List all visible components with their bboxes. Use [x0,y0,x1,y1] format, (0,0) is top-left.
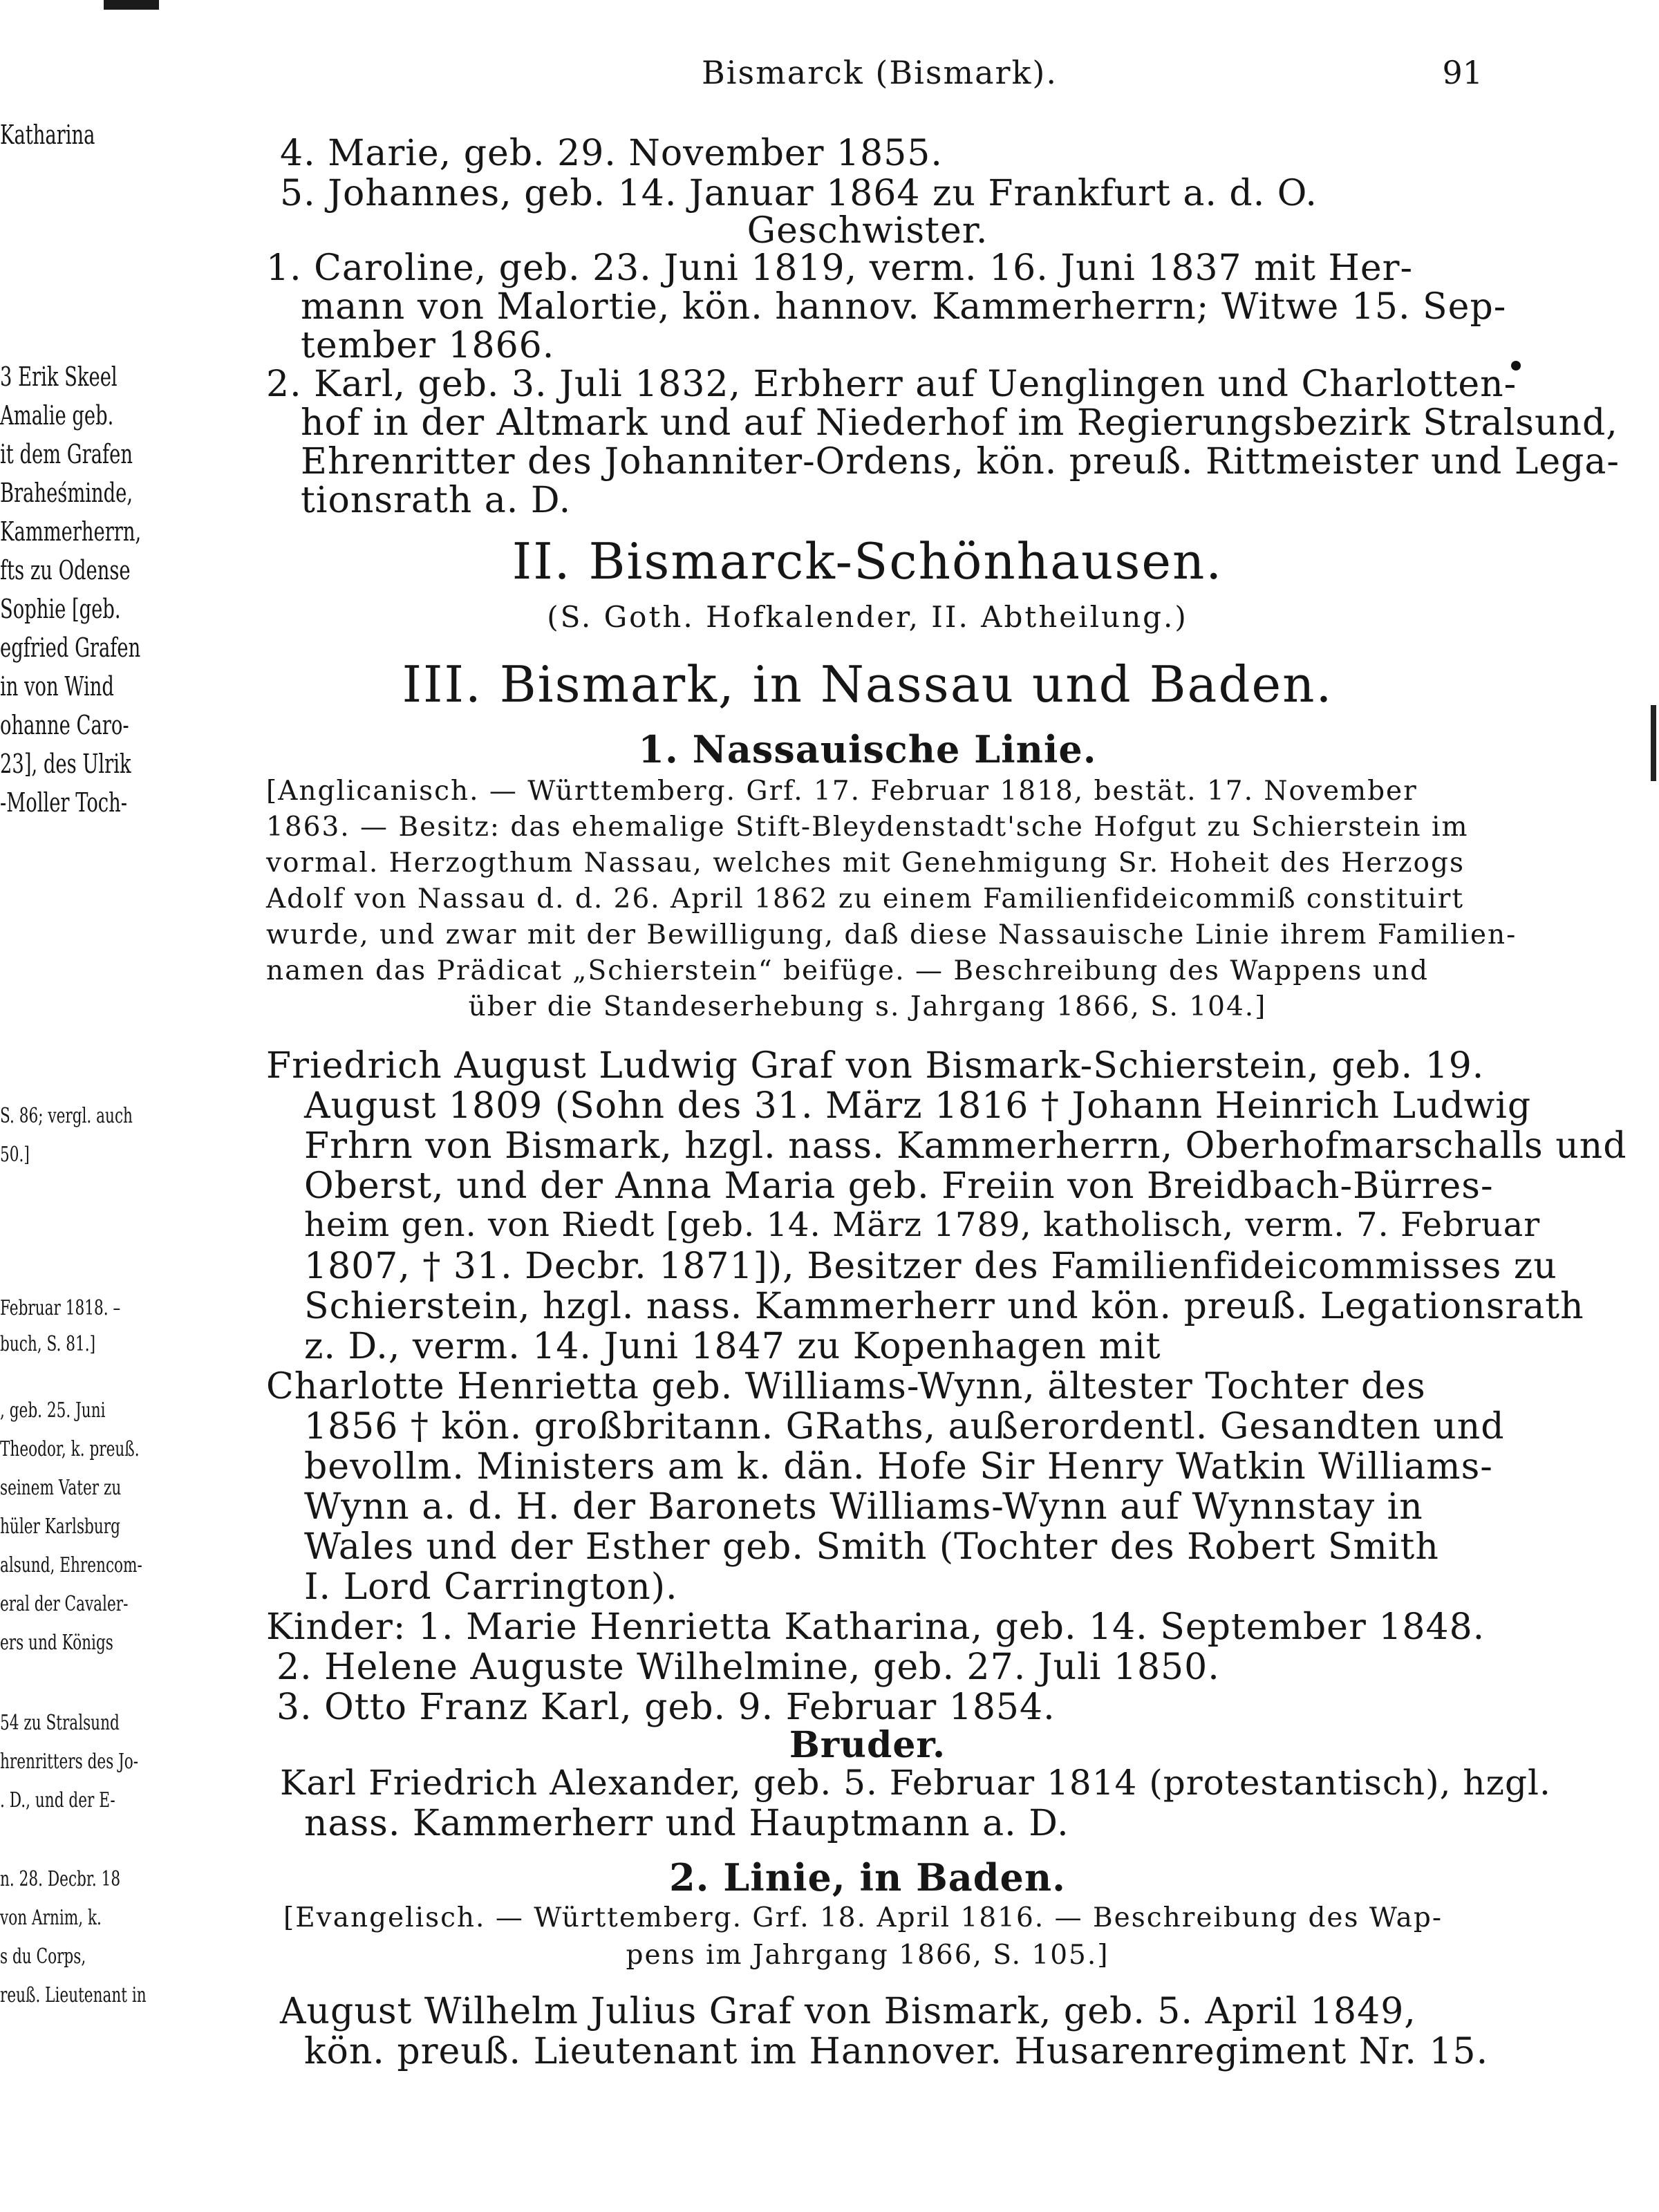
margin-fragment: 54 zu Stralsund [0,1711,120,1735]
running-title: Bismarck (Bismark). [702,54,1058,91]
person-entry: heim gen. von Riedt [geb. 14. März 1789, katholisch, verm. 7. Februar [304,1206,1541,1244]
margin-fragment: -Moller Toch- [0,787,127,818]
child-entry: 5. Johannes, geb. 14. Januar 1864 zu Frankfurt a. d. O. [280,173,1318,214]
margin-fragment: Februar 1818. – [0,1296,121,1320]
sibling-entry: Ehrenritter des Johanniter-Ordens, kön. preuß. Rittmeister und Lega- [301,441,1620,482]
note-line: über die Standeserhebung s. Jahrgang 1866, S. 104.] [468,991,1267,1022]
margin-fragment: it dem Grafen [0,439,133,469]
margin-fragment: seinem Vater zu [0,1476,122,1500]
margin-fragment: egfried Grafen [0,632,141,663]
children-entry: 2. Helene Auguste Wilhelmine, geb. 27. Juli 1850. [276,1647,1220,1688]
sibling-entry: tionsrath a. D. [301,480,572,521]
person-entry: Schierstein, hzgl. nass. Kammerherr und kön. preuß. Legationsrath [304,1286,1584,1327]
spouse-entry: Wales und der Esther geb. Smith (Tochter des Robert Smith [304,1526,1439,1568]
brother-entry: Karl Friedrich Alexander, geb. 5. Februar 1814 (protestantisch), hzgl. [280,1763,1551,1803]
page-number: 91 [1442,54,1483,91]
margin-fragment: s du Corps, [0,1944,86,1969]
margin-fragment: Theodor, k. preuß. [0,1437,140,1461]
margin-fragment: ohanne Caro- [0,710,129,740]
margin-fragment: . D., und der E- [0,1788,115,1812]
spouse-entry: Wynn a. d. H. der Baronets Williams-Wynn auf Wynnstay in [304,1486,1423,1528]
note-line: [Evangelisch. — Württemberg. Grf. 18. April 1816. — Beschreibung des Wap- [283,1902,1443,1933]
margin-fragment: Kammerherrn, [0,516,142,547]
margin-fragment: , geb. 25. Juni [0,1398,106,1423]
spouse-entry: Charlotte Henrietta geb. Williams-Wynn, ältester Tochter des [266,1366,1426,1407]
note-line: vormal. Herzogthum Nassau, welches mit Genehmigung Sr. Hoheit des Herzogs [266,847,1465,879]
person-entry: 1807, † 31. Decbr. 1871]), Besitzer des Familienfideicommisses zu [304,1246,1557,1287]
note-line: [Anglicanisch. — Württemberg. Grf. 17. Februar 1818, bestät. 17. November [266,776,1418,807]
note-line: Adolf von Nassau d. d. 26. April 1862 zu einem Familienfideicommiß constituirt [266,883,1465,915]
subsection-heading: 2. Linie, in Baden. [669,1855,1066,1900]
margin-fragment: Sophie [geb. [0,594,121,624]
margin-fragment: von Arnim, k. [0,1906,102,1930]
margin-fragment: buch, S. 81.] [0,1332,96,1356]
margin-fragment: ers und Königs [0,1631,113,1655]
margin-fragment: hrenritters des Jo- [0,1750,139,1774]
margin-fragment: Katharina [0,120,95,150]
spouse-entry: 1856 † kön. großbritann. GRaths, außerordentl. Gesandten und [304,1406,1505,1447]
margin-fragment: hüler Karlsburg [0,1515,120,1539]
person-entry: kön. preuß. Lieutenant im Hannover. Husarenregiment Nr. 15. [304,2031,1489,2072]
note-line: 1863. — Besitz: das ehemalige Stift-Bleydenstadt'sche Hofgut zu Schierstein im [266,812,1469,843]
section-subheading: (S. Goth. Hofkalender, II. Abtheilung.) [547,600,1188,634]
person-entry: August 1809 (Sohn des 31. März 1816 † Johann Heinrich Ludwig [304,1085,1532,1127]
subsection-heading: 1. Nassauische Linie. [638,727,1097,771]
margin-fragment: fts zu Odense [0,555,131,585]
child-entry: 4. Marie, geb. 29. November 1855. [280,133,943,174]
margin-fragment: n. 28. Decbr. 18 [0,1867,121,1891]
margin-fragment: 23], des Ulrik [0,749,131,779]
margin-fragment: S. 86; vergl. auch [0,1104,133,1128]
margin-fragment: Amalie geb. [0,400,114,431]
brother-entry: nass. Kammerherr und Hauptmann a. D. [304,1803,1069,1844]
margin-fragment: eral der Cavaler- [0,1592,129,1616]
siblings-heading: Geschwister. [747,210,988,252]
sibling-entry: 1. Caroline, geb. 23. Juni 1819, verm. 16. Juni 1837 mit Her- [266,247,1414,289]
children-entry: 3. Otto Franz Karl, geb. 9. Februar 1854. [276,1687,1056,1728]
sibling-entry: tember 1866. [301,325,555,366]
margin-fragment: Braheśminde, [0,478,133,508]
sibling-entry: 2. Karl, geb. 3. Juli 1832, Erbherr auf Uenglingen und Charlotten- [266,364,1517,405]
note-line: pens im Jahrgang 1866, S. 105.] [626,1940,1109,1971]
note-line: namen das Prädicat „Schierstein“ beifüge. — Beschreibung des Wappens und [266,955,1430,986]
margin-fragment: reuß. Lieutenant in [0,1983,147,2007]
page-header [252,54,1483,102]
brother-heading: Bruder. [789,1724,946,1766]
person-entry: Frhrn von Bismark, hzgl. nass. Kammerherrn, Oberhofmarschalls und [304,1125,1627,1167]
sibling-entry: mann von Malortie, kön. hannov. Kammerherrn; Witwe 15. Sep- [301,286,1507,328]
note-line: wurde, und zwar mit der Bewilligung, daß diese Nassauische Linie ihrem Familien- [266,919,1517,950]
sibling-entry: hof in der Altmark und auf Niederhof im Regierungsbezirk Stralsund, [301,402,1618,444]
section-heading: III. Bismark, in Nassau und Baden. [402,655,1333,713]
person-entry: August Wilhelm Julius Graf von Bismark, geb. 5. April 1849, [280,1991,1416,2032]
person-entry: Oberst, und der Anna Maria geb. Freiin von Breidbach-Bürres- [304,1165,1494,1207]
margin-fragment: in von Wind [0,671,114,702]
children-entry: Kinder: 1. Marie Henrietta Katharina, geb. 14. September 1848. [266,1606,1485,1648]
spouse-entry: bevollm. Ministers am k. dän. Hofe Sir Henry Watkin Williams- [304,1446,1493,1488]
facing-page-fragment [0,0,173,2212]
page-edge-mark [1651,705,1656,781]
person-entry: z. D., verm. 14. Juni 1847 zu Kopenhagen mit [304,1326,1161,1367]
margin-fragment: 50.] [0,1143,30,1167]
spouse-entry: I. Lord Carrington). [304,1566,678,1608]
person-entry: Friedrich August Ludwig Graf von Bismark-Schierstein, geb. 19. [266,1045,1485,1087]
ink-blotch [104,0,159,10]
margin-fragment: alsund, Ehrencom- [0,1553,142,1577]
book-page [252,0,1627,2212]
margin-fragment: 3 Erik Skeel [0,362,118,392]
section-heading: II. Bismarck-Schönhausen. [512,532,1224,590]
